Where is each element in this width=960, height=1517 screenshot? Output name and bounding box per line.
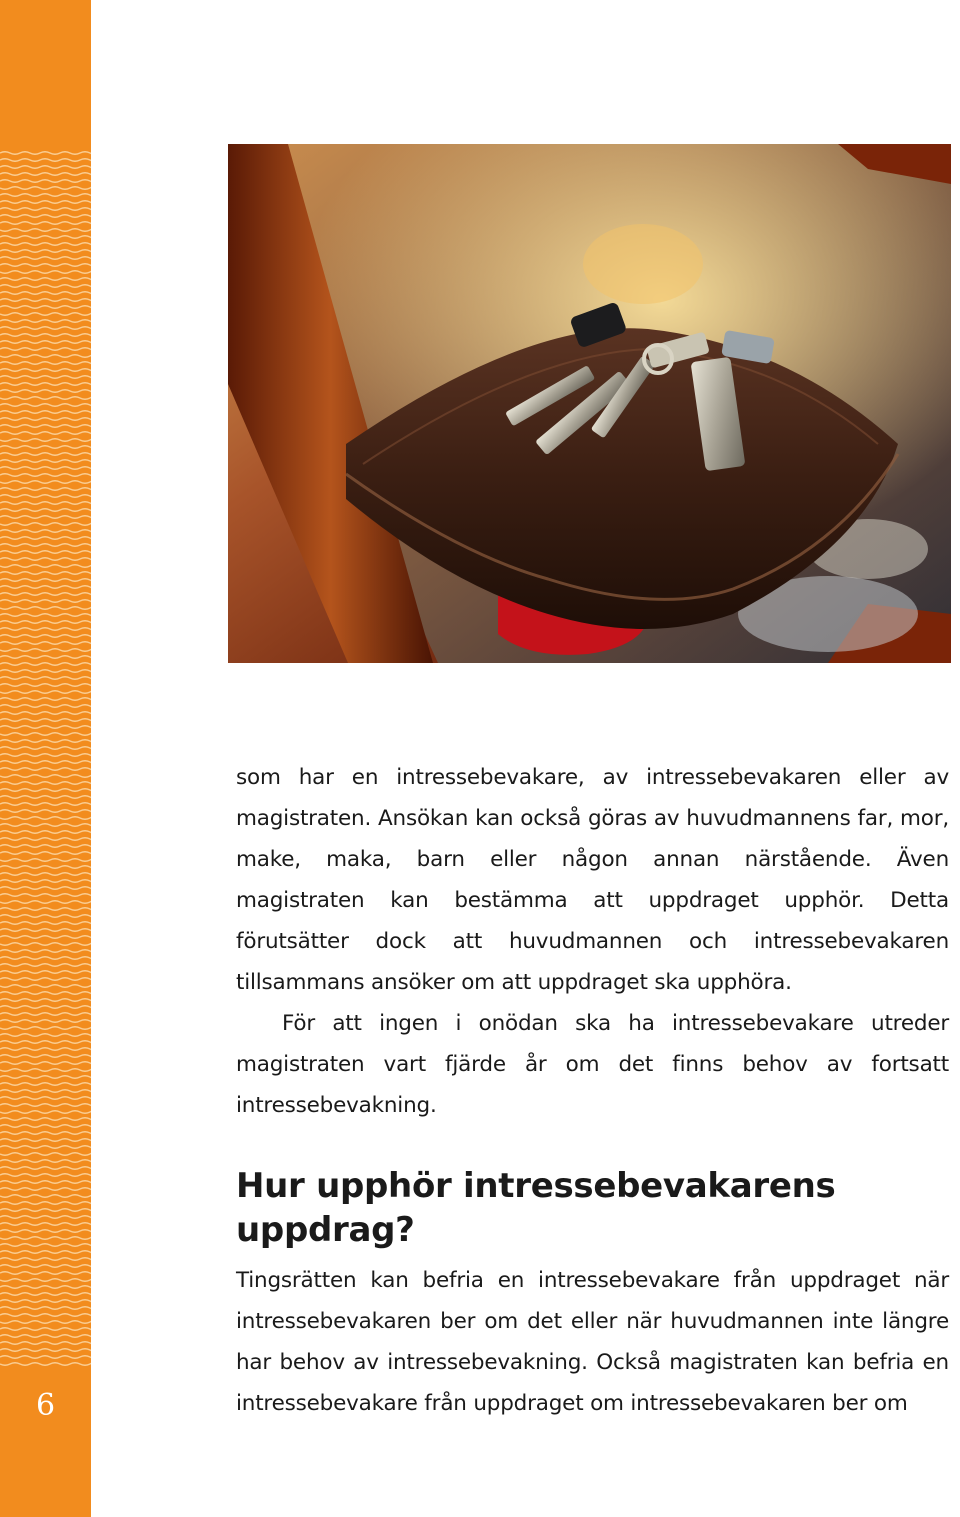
wave-line [0,705,91,708]
wave-line [0,285,91,288]
wave-line [0,432,91,435]
wave-line [0,1097,91,1100]
wave-line [0,572,91,575]
wave-line [0,1335,91,1338]
wave-line [0,964,91,967]
wave-line [0,1104,91,1107]
wave-line [0,1300,91,1303]
wave-line [0,1132,91,1135]
wave-line [0,397,91,400]
wave-line [0,1272,91,1275]
wave-line [0,684,91,687]
wave-line [0,376,91,379]
wave-line [0,1118,91,1121]
wave-line [0,1293,91,1296]
wave-line [0,649,91,652]
wave-line [0,299,91,302]
wave-line [0,530,91,533]
wave-line [0,1083,91,1086]
wave-line [0,978,91,981]
wave-line [0,1062,91,1065]
wave-line [0,621,91,624]
wave-line [0,1349,91,1352]
wave-line [0,1153,91,1156]
wave-line [0,565,91,568]
wave-line [0,1307,91,1310]
wave-line [0,1020,91,1023]
wave-line [0,670,91,673]
wave-line [0,733,91,736]
wave-line [0,628,91,631]
body-paragraph-2: För att ingen i onödan ska ha intressebevakare utreder magistraten vart fjärde år om det finns behov av fortsatt intressebevakning. [236,1011,949,1118]
wave-line [0,1139,91,1142]
wave-line [0,257,91,260]
wave-line [0,194,91,197]
wave-line [0,754,91,757]
keys-on-wallet-photo [228,144,951,663]
wave-line [0,264,91,267]
wave-line [0,600,91,603]
wave-line [0,614,91,617]
wave-line [0,460,91,463]
wave-line [0,1314,91,1317]
wave-line [0,229,91,232]
wave-line [0,271,91,274]
wave-line [0,544,91,547]
wave-line [0,873,91,876]
wave-line [0,1244,91,1247]
text-column [236,757,949,1424]
wave-line [0,1251,91,1254]
wave-line [0,425,91,428]
wave-line [0,1258,91,1261]
wave-line [0,1356,91,1359]
wave-line [0,915,91,918]
wave-line [0,236,91,239]
body-paragraph-3: Tingsrätten kan befria en intressebevakare från uppdraget när intressebevakaren ber om det eller när huvudmannen inte längre har behov av intressebevakning. Också magistraten kan befria en intressebevakare från uppdraget om intressebevakaren ber om [236,1268,949,1416]
wave-line [0,1279,91,1282]
wave-line [0,985,91,988]
wave-line [0,1090,91,1093]
wave-line [0,278,91,281]
wave-line [0,719,91,722]
wave-line [0,558,91,561]
wave-line [0,1027,91,1030]
body-paragraph-1: som har en intressebevakare, av intressebevakaren eller av magistraten. Ansökan kan också göras av huvudmannens far, mor, make, maka, barn eller någon annan närstående. Även magistraten kan bestämma att uppdraget upphör. Detta förutsätter dock att huvudmannen och intressebevakaren tillsammans ansöker om att uppdraget ska upphöra. [236,765,949,995]
wave-line [0,992,91,995]
wave-line [0,1223,91,1226]
wave-line [0,1188,91,1191]
wave-line [0,411,91,414]
wave-line [0,1069,91,1072]
wave-line [0,1363,91,1366]
wave-line [0,1237,91,1240]
wave-line [0,929,91,932]
wave-line [0,796,91,799]
wave-line [0,1286,91,1289]
wave-line [0,936,91,939]
wave-line [0,1034,91,1037]
wave-line [0,537,91,540]
wave-line [0,831,91,834]
wave-line [0,495,91,498]
wave-line [0,824,91,827]
wave-line [0,551,91,554]
wave-line [0,1202,91,1205]
wave-line [0,362,91,365]
wave-line [0,1216,91,1219]
wave-line [0,999,91,1002]
wave-line [0,691,91,694]
wave-line [0,1167,91,1170]
wave-line [0,404,91,407]
wave-line [0,579,91,582]
wave-line [0,1048,91,1051]
wave-line [0,1076,91,1079]
wave-line [0,1013,91,1016]
wave-line [0,1195,91,1198]
wave-line [0,383,91,386]
wave-line [0,726,91,729]
wave-line [0,481,91,484]
wave-line [0,418,91,421]
wave-line [0,1055,91,1058]
wave-line [0,222,91,225]
wave-line [0,810,91,813]
wave-line [0,1209,91,1212]
wave-line [0,243,91,246]
wave-line [0,817,91,820]
wave-line [0,747,91,750]
wave-line [0,880,91,883]
wave-line [0,523,91,526]
wave-line [0,922,91,925]
wave-line [0,782,91,785]
wave-line [0,971,91,974]
wave-line [0,586,91,589]
wave-line [0,894,91,897]
wave-line [0,712,91,715]
wave-line [0,768,91,771]
wave-line [0,306,91,309]
wave-line [0,642,91,645]
wave-line [0,1174,91,1177]
wave-line [0,327,91,330]
wave-line [0,943,91,946]
wave-line [0,1181,91,1184]
wave-line [0,166,91,169]
wave-line [0,369,91,372]
wave-line [0,859,91,862]
wave-line [0,313,91,316]
wave-line [0,789,91,792]
wave-line [0,502,91,505]
wave-line [0,516,91,519]
wave-line [0,838,91,841]
wave-line [0,250,91,253]
wave-line [0,1006,91,1009]
wave-line [0,152,91,155]
wave-line [0,845,91,848]
wave-line [0,1111,91,1114]
wave-line [0,180,91,183]
wave-line [0,607,91,610]
wave-line [0,390,91,393]
wave-line [0,187,91,190]
wave-line [0,348,91,351]
wave-pattern [0,150,91,1370]
wave-line [0,467,91,470]
wave-line [0,887,91,890]
wave-line [0,159,91,162]
wave-line [0,439,91,442]
wave-line [0,320,91,323]
wave-line [0,593,91,596]
wave-line [0,901,91,904]
wave-line [0,208,91,211]
wave-line [0,173,91,176]
page-number: 6 [35,1388,56,1423]
wave-line [0,1125,91,1128]
section-heading: Hur upphör intressebevakarens uppdrag? [236,1166,836,1250]
wave-line [0,957,91,960]
wave-line [0,446,91,449]
wave-line [0,1041,91,1044]
wave-line [0,292,91,295]
side-band [0,0,91,1517]
wave-line [0,355,91,358]
wave-line [0,341,91,344]
wave-line [0,908,91,911]
wave-line [0,803,91,806]
wave-line [0,663,91,666]
wave-line [0,201,91,204]
wave-line [0,474,91,477]
wave-line [0,1146,91,1149]
wave-line [0,509,91,512]
wave-line [0,950,91,953]
wave-line [0,677,91,680]
wave-line [0,852,91,855]
wave-line [0,1230,91,1233]
wave-line [0,698,91,701]
wave-line [0,775,91,778]
wave-line [0,1265,91,1268]
wave-line [0,488,91,491]
wave-line [0,334,91,337]
wave-line [0,866,91,869]
wave-line [0,1328,91,1331]
wave-line [0,1321,91,1324]
wave-line [0,1342,91,1345]
wave-line [0,761,91,764]
wave-line [0,635,91,638]
wave-line [0,656,91,659]
wave-line [0,215,91,218]
wave-line [0,1160,91,1163]
wave-line [0,740,91,743]
wave-line [0,453,91,456]
